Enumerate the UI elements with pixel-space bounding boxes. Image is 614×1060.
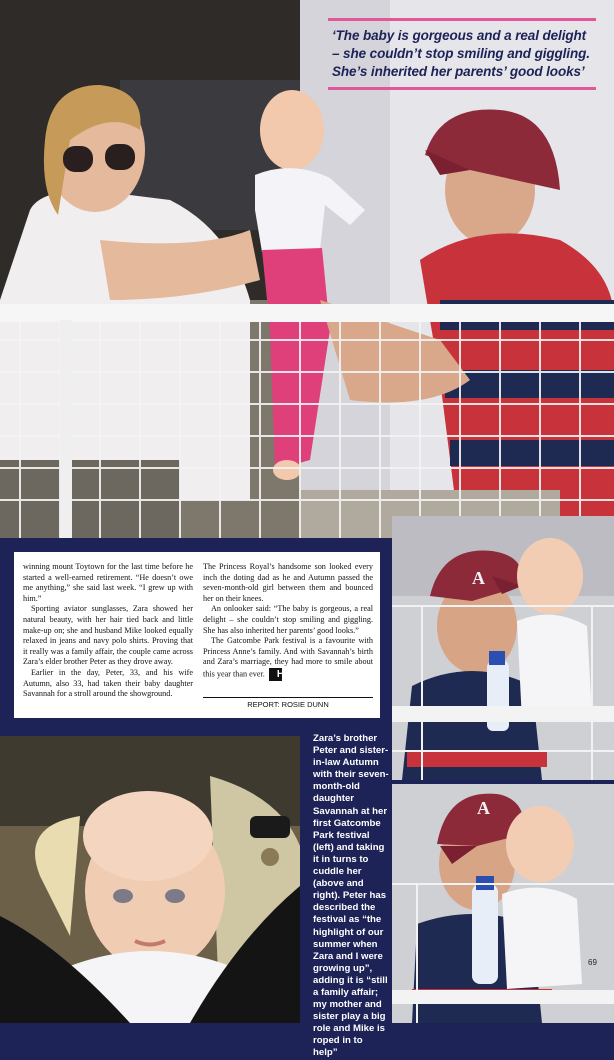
cap-letter: A — [477, 798, 490, 818]
photo-baby-savannah — [0, 736, 300, 1023]
pull-quote-text: ‘The baby is gorgeous and a real delight – she couldn’t stop smiling and giggling. She’s inherited her parents’ good looks’ — [332, 28, 590, 79]
photo-peter-with-baby-top — [392, 516, 614, 780]
article-paragraph: An onlooker said: “The baby is gorgeous, a real delight – she couldn’t stop smiling and giggling. She has also inherited her parents’ good looks.” — [203, 604, 373, 635]
article-paragraph: Sporting aviator sunglasses, Zara showed her natural beauty, with her hair tied back and little make-up on; she and husband Mike looked equally relaxed in jeans and navy polo shirts. Proving that it really was a family affair, the couple came across Zara’s elder brother Peter as they drove away. — [23, 604, 193, 667]
cap-letter: A — [472, 568, 485, 588]
photo-peter-with-baby-bottom — [392, 784, 614, 1023]
end-mark-icon: H — [269, 668, 282, 681]
article-paragraph-final-text: The Gatcombe Park festival is a favourite with Princess Anne’s family. And with Savannah’s birth and Zara’s marriage, they had more to smile about this year than ever. — [203, 636, 373, 679]
page-number: 69 — [588, 958, 597, 967]
article-paragraph: Earlier in the day, Peter, 33, and his wife Autumn, also 33, had taken their baby daughter Savannah for a stroll around the showground. — [23, 667, 193, 699]
article-paragraph-final — [203, 636, 373, 681]
report-credit: REPORT: ROSIE DUNN — [203, 697, 373, 709]
article-paragraph: The Princess Royal’s handsome son looked every inch the doting dad as he and Autumn passed the seven-month-old girl between them and bounced her on their knees. — [203, 562, 373, 603]
article-text-panel — [14, 552, 380, 718]
article-paragraph: winning mount Toytown for the last time before he started a well-earned retirement. “He doesn’t owe me anything,” she said last week. “I grew up with him.” — [23, 562, 193, 603]
photo-caption: Zara’s brother Peter and sister-in-law Autumn with their seven-month-old daughter Savannah at her first Gatcombe Park festival (left) and taking it in turns to cuddle her (above and right). Peter has described the festival as “the highlight of our summer when Zara and I were growing up”, adding it is “still a family affair; my mother and sister play a big role and Mike is roped in to help” — [313, 733, 389, 1059]
article-column-left — [23, 562, 193, 700]
article-column-right — [203, 562, 373, 681]
pull-quote — [328, 18, 596, 90]
